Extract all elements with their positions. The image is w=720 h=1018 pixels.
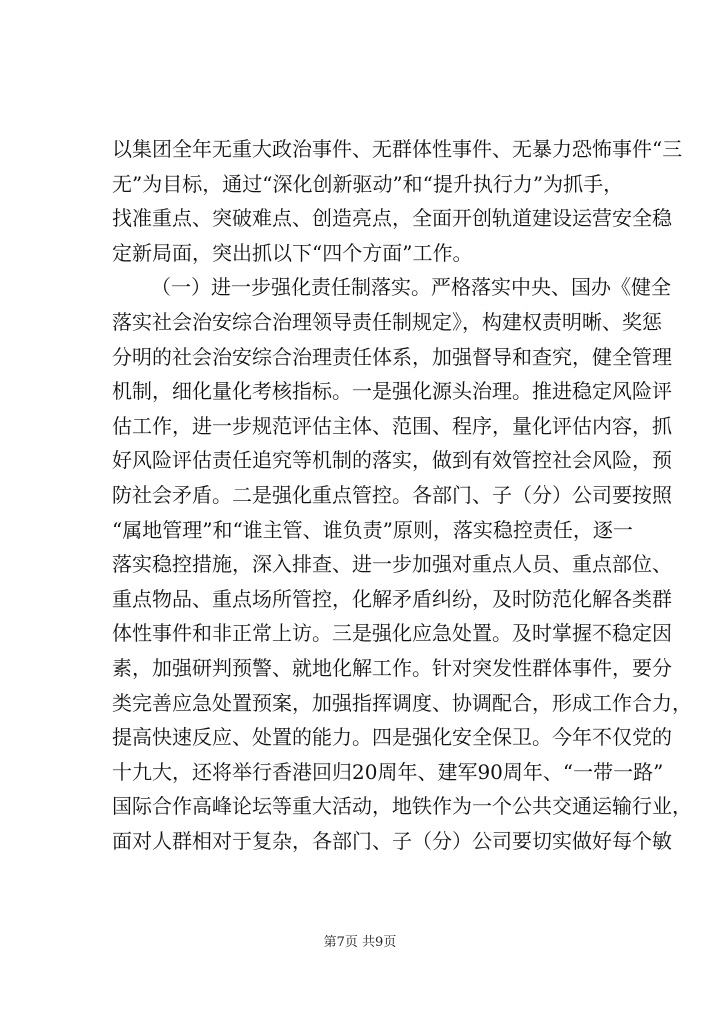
paragraph-line: 类完善应急处置预案，加强指挥调度、协调配合，形成工作合力， [112,690,692,715]
paragraph-line: 提高快速反应、处置的能力。四是强化安全保卫。今年不仅党的 [112,725,672,750]
paragraph-line: 好风险评估责任追究等机制的落实，做到有效管控社会风险，预 [112,448,672,473]
paragraph-line: 以集团全年无重大政治事件、无群体性事件、无暴力恐怖事件“三 [112,137,683,161]
paragraph-line: 面对人群相对于复杂，各部门、子（分）公司要切实做好每个敏 [112,829,672,853]
paragraph-line: （一）进一步强化责任制落实。严格落实中央、国办《健全 [151,275,671,300]
paragraph-line: 找准重点、突破难点、创造亮点，全面开创轨道建设运营安全稳 [112,206,672,231]
paragraph-line: 无”为目标，通过“深化创新驱动”和“提升执行力”为抓手， [112,171,624,196]
paragraph-line: 定新局面，突出抓以下“四个方面”工作。 [112,240,473,265]
paragraph-line: 防社会矛盾。二是强化重点管控。各部门、子（分）公司要按照 [112,483,672,507]
paragraph-line: 落实稳控措施，深入排查、进一步加强对重点人员、重点部位、 [112,552,672,577]
page-footer: 第7页 共9页 [323,935,397,950]
paragraph-line: 重点物品、重点场所管控，化解矛盾纠纷，及时防范化解各类群 [112,586,672,611]
paragraph-line: 分明的社会治安综合治理责任体系，加强督导和查究，健全管理 [112,344,672,369]
paragraph-line: 十九大，还将举行香港回归20周年、建军90周年、“一带一路” [112,759,664,784]
paragraph-line: 体性事件和非正常上访。三是强化应急处置。及时掌握不稳定因 [112,621,672,646]
paragraph-line: “属地管理”和“谁主管、谁负责”原则，落实稳控责任，逐一 [112,517,633,542]
paragraph-line: 机制，细化量化考核指标。一是强化源头治理。推进稳定风险评 [112,379,672,404]
paragraph-line: 估工作，进一步规范评估主体、范围、程序，量化评估内容，抓 [112,413,672,438]
paragraph-line: 落实社会治安综合治理领导责任制规定》，构建权责明晰、奖惩 [112,310,662,334]
paragraph-line: 国际合作高峰论坛等重大活动，地铁作为一个公共交通运输行业， [112,794,692,819]
paragraph-line: 素，加强研判预警、就地化解工作。针对突发性群体事件，要分 [112,656,672,680]
